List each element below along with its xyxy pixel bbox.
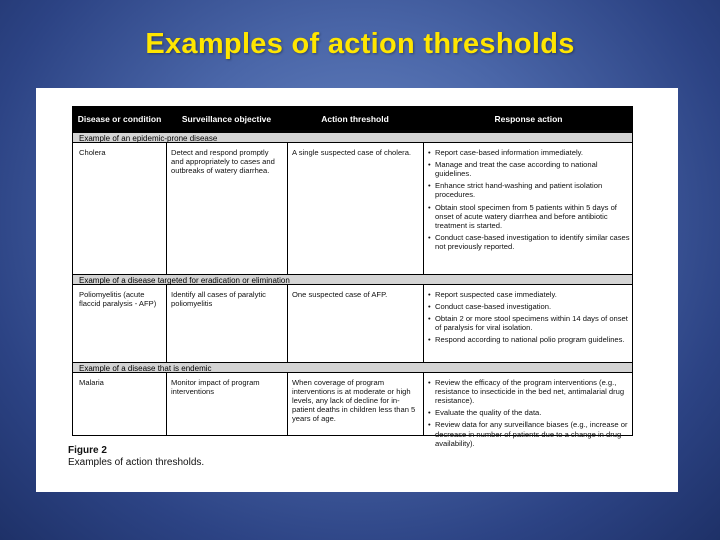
figure-panel (36, 88, 678, 492)
objective-cell: Identify all cases of paralytic poliomyelitis (171, 290, 266, 309)
section-label: Example of an epidemic-prone disease (73, 132, 632, 143)
disease-cell: Poliomyelitis (acute flaccid paralysis - AFP) (79, 290, 157, 309)
header-threshold: Action threshold (321, 114, 389, 125)
response-list (428, 148, 630, 254)
response-list (428, 378, 630, 451)
column-divider (287, 373, 288, 436)
column-divider (423, 373, 424, 436)
column-divider (166, 373, 167, 436)
response-item: • Enhance strict hand-washing and patient isolation procedures. (428, 181, 630, 199)
response-item: • Manage and treat the case according to national guidelines. (428, 160, 630, 178)
table-header-row (73, 107, 632, 132)
response-list (428, 290, 630, 348)
column-divider (287, 285, 288, 362)
section-label: Example of a disease that is endemic (73, 362, 632, 373)
slide-title: Examples of action thresholds (145, 28, 575, 60)
figure-label: Figure 2 (68, 445, 107, 456)
threshold-cell: One suspected case of AFP. (292, 290, 388, 299)
response-item: • Conduct case-based investigation to identify similar cases not previously reported. (428, 233, 630, 251)
header-response: Response action (494, 114, 563, 125)
response-item: • Report case-based information immediately. (428, 148, 630, 157)
response-item: • Respond according to national polio program guidelines. (428, 335, 630, 344)
objective-cell: Monitor impact of program interventions (171, 378, 260, 397)
action-threshold-table (72, 106, 633, 448)
response-item: • Obtain stool specimen from 5 patients within 5 days of onset of acute watery diarrhea and before antibiotic treatment is started. (428, 203, 630, 230)
threshold-cell: A single suspected case of cholera. (292, 148, 412, 157)
threshold-cell: When coverage of program interventions is at moderate or high levels, any lack of decline for in-patient deaths in children less than 5 years of age. (292, 378, 416, 424)
column-divider (423, 143, 424, 274)
column-divider (166, 285, 167, 362)
objective-cell: Detect and respond promptly and appropriately to cases and outbreaks of watery diarrhea. (171, 148, 275, 176)
response-item: • Obtain 2 or more stool specimens within 14 days of onset of paralysis for viral isolation. (428, 314, 630, 332)
response-item: • Conduct case-based investigation. (428, 302, 630, 311)
response-item: • Review the efficacy of the program interventions (e.g., resistance to insecticide in the bed net, antimalarial drug resistance). (428, 378, 630, 405)
disease-cell: Malaria (79, 378, 104, 387)
response-item: • Report suspected case immediately. (428, 290, 630, 299)
column-divider (287, 143, 288, 274)
section-label: Example of a disease targeted for eradication or elimination (73, 274, 632, 285)
response-item: • Review data for any surveillance biases (e.g., increase or decrease in number of patients due to a change in drug availability). (428, 420, 630, 447)
response-item: • Evaluate the quality of the data. (428, 408, 630, 417)
header-disease: Disease or condition (77, 114, 162, 125)
header-objective: Surveillance objective (181, 114, 272, 125)
figure-caption: Examples of action thresholds. (68, 457, 205, 468)
column-divider (423, 285, 424, 362)
disease-cell: Cholera (79, 148, 106, 157)
column-divider (166, 143, 167, 274)
